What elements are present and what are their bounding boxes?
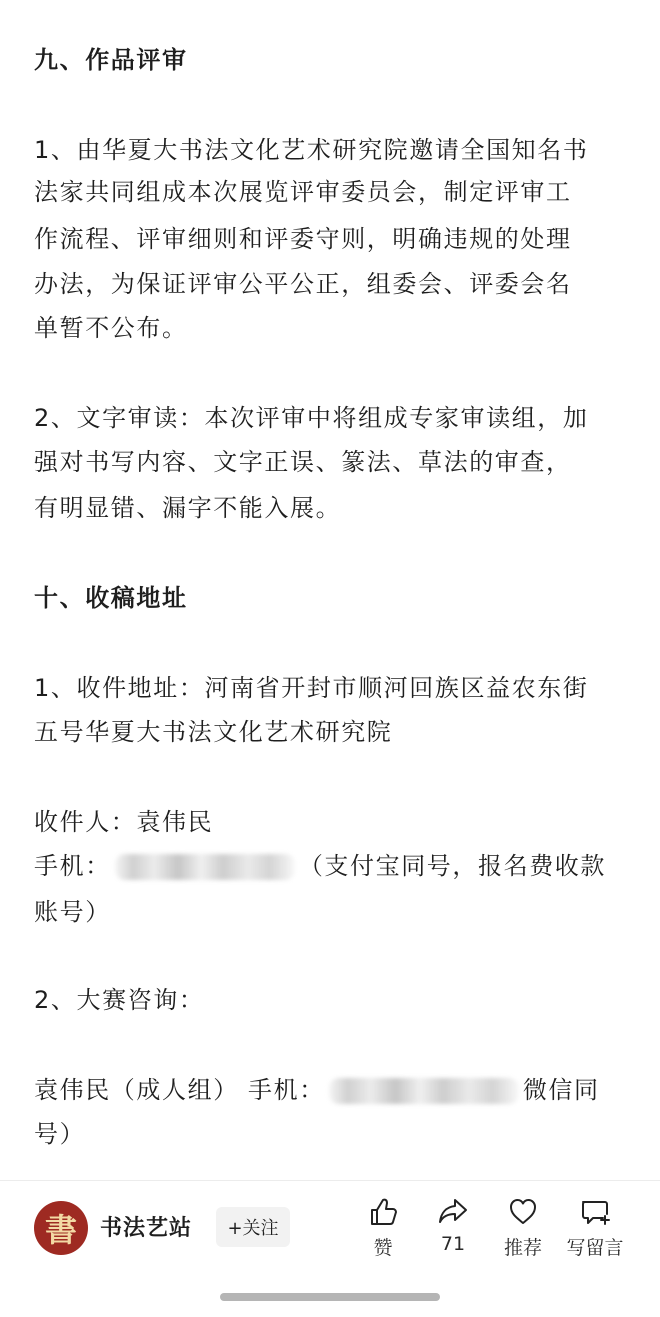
paragraph-line: 办法，为保证评审公平公正，组委会、评委会名 bbox=[34, 270, 572, 298]
comment-plus-icon bbox=[578, 1195, 612, 1229]
paragraph-line: 1、由华夏大书法文化艺术研究院邀请全国知名书 bbox=[34, 136, 589, 164]
recommend-label: 推荐 bbox=[503, 1237, 542, 1259]
bottom-action-bar bbox=[0, 1180, 660, 1317]
like-label: 赞 bbox=[373, 1237, 393, 1259]
write-comment-button[interactable] bbox=[560, 1195, 630, 1269]
consult-heading: 2、大赛咨询： bbox=[34, 986, 205, 1014]
phone-label: 手机： bbox=[34, 852, 111, 880]
avatar-logo-glyph: 書 bbox=[44, 1211, 77, 1249]
thumbs-up-icon bbox=[366, 1195, 400, 1229]
paragraph-line: 单暂不公布。 bbox=[34, 314, 188, 342]
paragraph-line: 法家共同组成本次展览评审委员会，制定评审工 bbox=[34, 178, 572, 206]
redacted-consult-phone bbox=[329, 1078, 519, 1104]
recipient-line: 收件人：袁伟民 bbox=[34, 808, 214, 836]
paragraph-line: 1、收件地址：河南省开封市顺河回族区益农东街 bbox=[34, 674, 589, 702]
redacted-phone-number bbox=[115, 854, 295, 880]
consult-note-continued: 号） bbox=[34, 1120, 86, 1148]
paragraph-line: 作流程、评审细则和评委守则，明确违规的处理 bbox=[34, 225, 572, 253]
paragraph-line: 五号华夏大书法文化艺术研究院 bbox=[34, 718, 393, 746]
heart-icon bbox=[506, 1195, 540, 1229]
like-button[interactable] bbox=[348, 1195, 418, 1269]
phone-note-continued: 账号） bbox=[34, 898, 111, 926]
recommend-button[interactable] bbox=[488, 1195, 558, 1269]
section-heading-review: 九、作品评审 bbox=[34, 46, 188, 74]
share-count: 71 bbox=[440, 1233, 466, 1255]
consult-name: 袁伟民（成人组） 手机： bbox=[34, 1076, 325, 1104]
phone-note: （支付宝同号，报名费收款 bbox=[298, 852, 607, 880]
home-indicator[interactable] bbox=[220, 1293, 440, 1301]
paragraph-line: 2、文字审读：本次评审中将组成专家审读组，加 bbox=[34, 404, 589, 432]
paragraph-line: 有明显错、漏字不能入展。 bbox=[34, 494, 342, 522]
phone-line bbox=[34, 850, 606, 882]
paragraph-line: 强对书写内容、文字正误、篆法、草法的审查， bbox=[34, 448, 572, 476]
account-name[interactable]: 书法艺站 bbox=[100, 1216, 193, 1241]
consult-line bbox=[34, 1074, 600, 1106]
section-heading-address: 十、收稿地址 bbox=[34, 584, 188, 612]
share-icon bbox=[436, 1195, 470, 1229]
consult-note: 微信同 bbox=[522, 1076, 600, 1104]
account-avatar[interactable] bbox=[34, 1201, 88, 1255]
follow-button[interactable]: +关注 bbox=[216, 1207, 290, 1247]
share-button[interactable] bbox=[418, 1195, 488, 1269]
write-comment-label: 写留言 bbox=[566, 1237, 624, 1259]
